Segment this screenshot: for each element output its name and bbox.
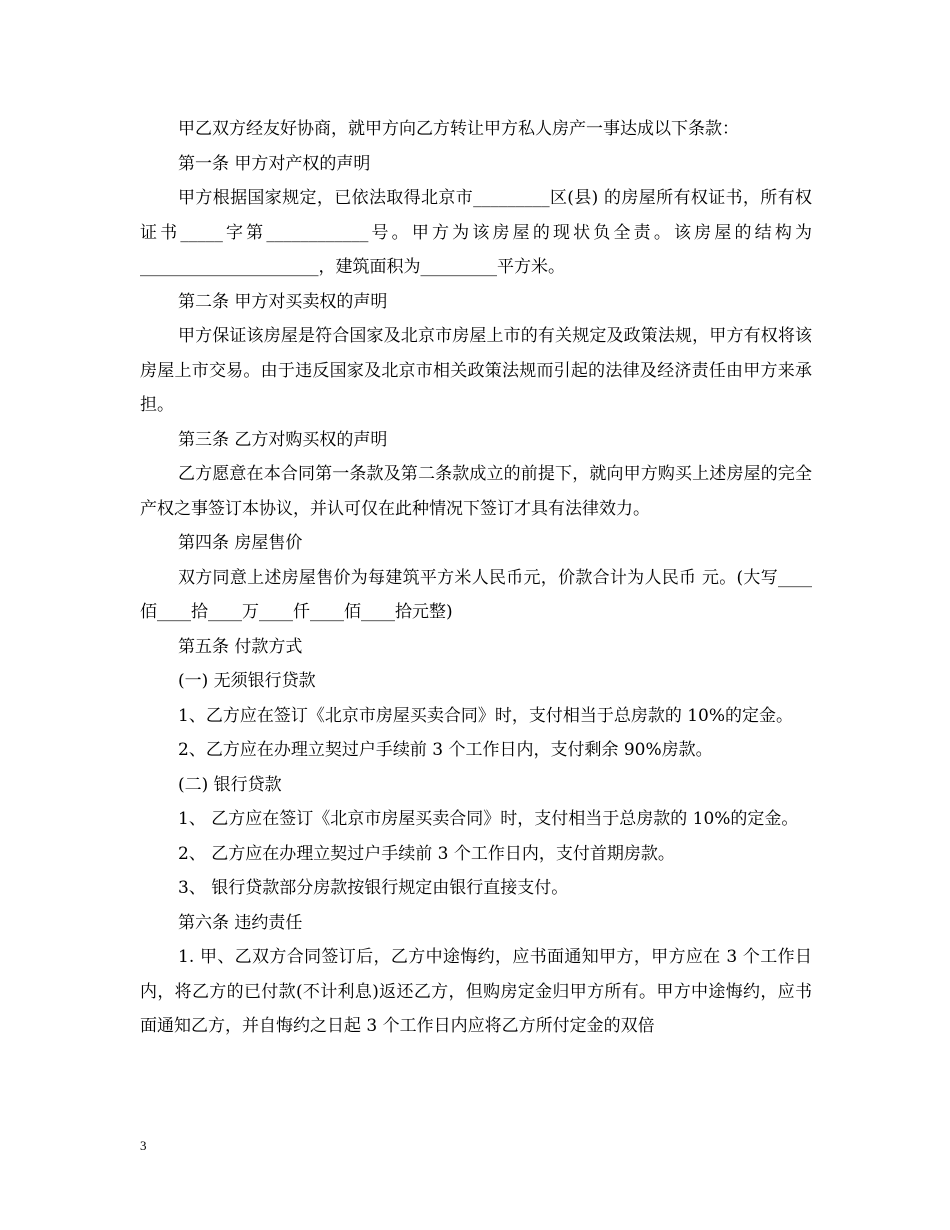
article-2-text: 甲方保证该房屋是符合国家及北京市房屋上市的有关规定及政策法规，甲方有权将该房屋上市交易。由于违反国家及北京市相关政策法规而引起的法律及经济责任由甲方来承担。 xyxy=(140,326,812,415)
article-5-item-2-3: 3、 银行贷款部分房款按银行规定由银行直接支付。 xyxy=(178,878,569,898)
article-5-item-2-2: 2、 乙方应在办理立契过户手续前 3 个工作日内，支付首期房款。 xyxy=(178,843,675,864)
paragraph-intro: 甲乙双方经友好协商，就甲方向乙方转让甲方私人房产一事达成以下条款： xyxy=(178,119,739,139)
document-body xyxy=(140,112,812,1044)
article-5-item-1-2: 2、乙方应在办理立契过户手续前 3 个工作日内，支付剩余 90%房款。 xyxy=(178,740,713,760)
article-1-heading: 第一条 甲方对产权的声明 xyxy=(178,153,371,174)
article-5-item-2-1: 1、 乙方应在签订《北京市房屋买卖合同》时，支付相当于总房款的 10%的定金。 xyxy=(178,809,799,829)
article-6-item-1: 1. 甲、乙双方合同签订后，乙方中途悔约，应书面通知甲方，甲方应在 3 个工作日内，将乙方的已付款(不计利息)返还乙方，但购房定金归甲方所有。甲方中途悔约，应书面通知乙方，并自悔约之日起 3 个工作日内应将乙方所付定金的双倍 xyxy=(140,947,812,1036)
article-4-heading: 第四条 房屋售价 xyxy=(178,533,303,553)
article-5-heading: 第五条 付款方式 xyxy=(178,636,303,657)
page-number: 3 xyxy=(140,1138,147,1153)
article-5-subsection-1: (一) 无须银行贷款 xyxy=(178,671,316,691)
article-5-subsection-2: (二) 银行贷款 xyxy=(178,774,282,795)
article-3-heading: 第三条 乙方对购买权的声明 xyxy=(178,429,388,450)
article-2-heading: 第二条 甲方对买卖权的声明 xyxy=(178,291,388,312)
article-1-text: 甲方根据国家规定，已依法取得北京市_________区(县) 的房屋所有权证书，所有权证书_____字第____________号。甲方为该房屋的现状负全责。该房屋的结构为 _____________________，建筑面积为_________平方米。 xyxy=(140,188,812,277)
article-5-item-1-1: 1、乙方应在签订《北京市房屋买卖合同》时，支付相当于总房款的 10%的定金。 xyxy=(178,705,794,726)
article-3-text: 乙方愿意在本合同第一条款及第二条款成立的前提下，就向甲方购买上述房屋的完全产权之事签订本协议，并认可仅在此种情况下签订才具有法律效力。 xyxy=(140,464,812,519)
article-4-text: 双方同意上述房屋售价为每建筑平方米人民币元，价款合计为人民币 元。(大写____佰____拾____万____仟____佰____拾元整) xyxy=(140,567,812,622)
article-6-heading: 第六条 违约责任 xyxy=(178,912,303,933)
